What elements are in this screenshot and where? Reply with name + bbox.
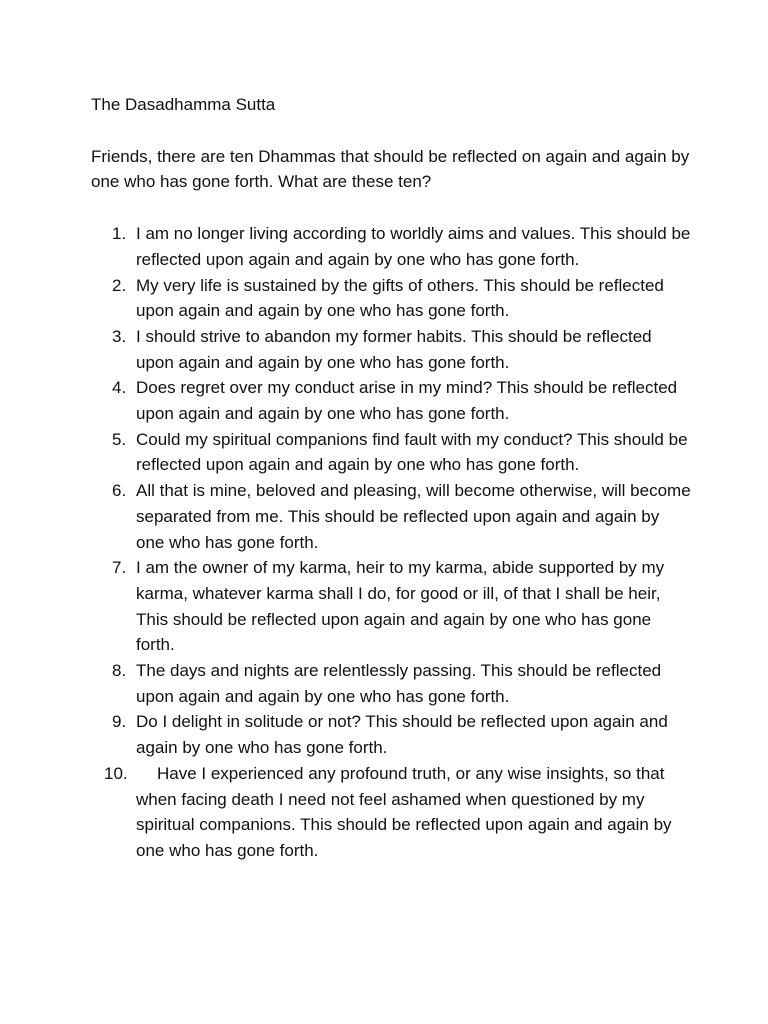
document-page xyxy=(91,92,691,864)
list-item xyxy=(91,658,691,709)
list-item xyxy=(91,324,691,375)
reflections-list xyxy=(91,221,691,864)
list-item-text: Do I delight in solitude or not? This should be reflected upon again and again by one who has gone forth. xyxy=(136,712,668,758)
list-item-text: My very life is sustained by the gifts of others. This should be reflected upon again and again by one who has gone forth. xyxy=(136,275,664,321)
list-item xyxy=(91,427,691,478)
list-item-text: I should strive to abandon my former habits. This should be reflected upon again and again by one who has gone forth. xyxy=(136,326,652,372)
list-item xyxy=(91,273,691,324)
list-item-text: Could my spiritual companions find fault with my conduct? This should be reflected upon again and again by one who has gone forth. xyxy=(136,429,688,475)
list-item-number: 7. xyxy=(112,558,127,578)
document-title: The Dasadhamma Sutta xyxy=(91,95,276,114)
list-item-number: 2. xyxy=(112,275,127,295)
list-item-number: 6. xyxy=(112,481,127,501)
list-item-number: 3. xyxy=(112,326,127,346)
list-item-text: The days and nights are relentlessly passing. This should be reflected upon again and again by one who has gone forth. xyxy=(136,661,662,706)
list-item-text: All that is mine, beloved and pleasing, will become otherwise, will become separated from me. This should be reflected upon again and again by one who has gone forth. xyxy=(136,481,691,552)
list-item-number: 9. xyxy=(112,712,127,732)
list-item-number: 1. xyxy=(112,224,127,244)
list-item-text: Does regret over my conduct arise in my mind? This should be reflected upon again and again by one who has gone forth. xyxy=(136,378,678,424)
list-item xyxy=(91,478,691,555)
list-item xyxy=(91,761,691,864)
list-item-text: Have I experienced any profound truth, or any wise insights, so that when facing death I need not feel ashamed when questioned by my spiritual companions. This should be reflected upon again and again by one who has gone forth. xyxy=(136,763,672,860)
list-item xyxy=(91,555,691,658)
list-item-number: 8. xyxy=(112,661,127,681)
list-item-number: 10. xyxy=(104,763,128,783)
list-item-text: I am the owner of my karma, heir to my karma, abide supported by my karma, whatever karma shall I do, for good or ill, of that I shall be heir, This should be reflected upon again and again by one who has gone forth. xyxy=(136,558,665,655)
list-item-number: 4. xyxy=(112,378,127,398)
intro-paragraph: Friends, there are ten Dhammas that should be reflected on again and again by one who has gone forth. What are these ten? xyxy=(91,146,690,192)
list-item-text: I am no longer living according to worldly aims and values. This should be reflected upon again and again by one who has gone forth. xyxy=(136,224,691,269)
list-item xyxy=(91,221,691,272)
list-item-number: 5. xyxy=(112,429,127,449)
list-item xyxy=(91,709,691,760)
list-item xyxy=(91,375,691,426)
